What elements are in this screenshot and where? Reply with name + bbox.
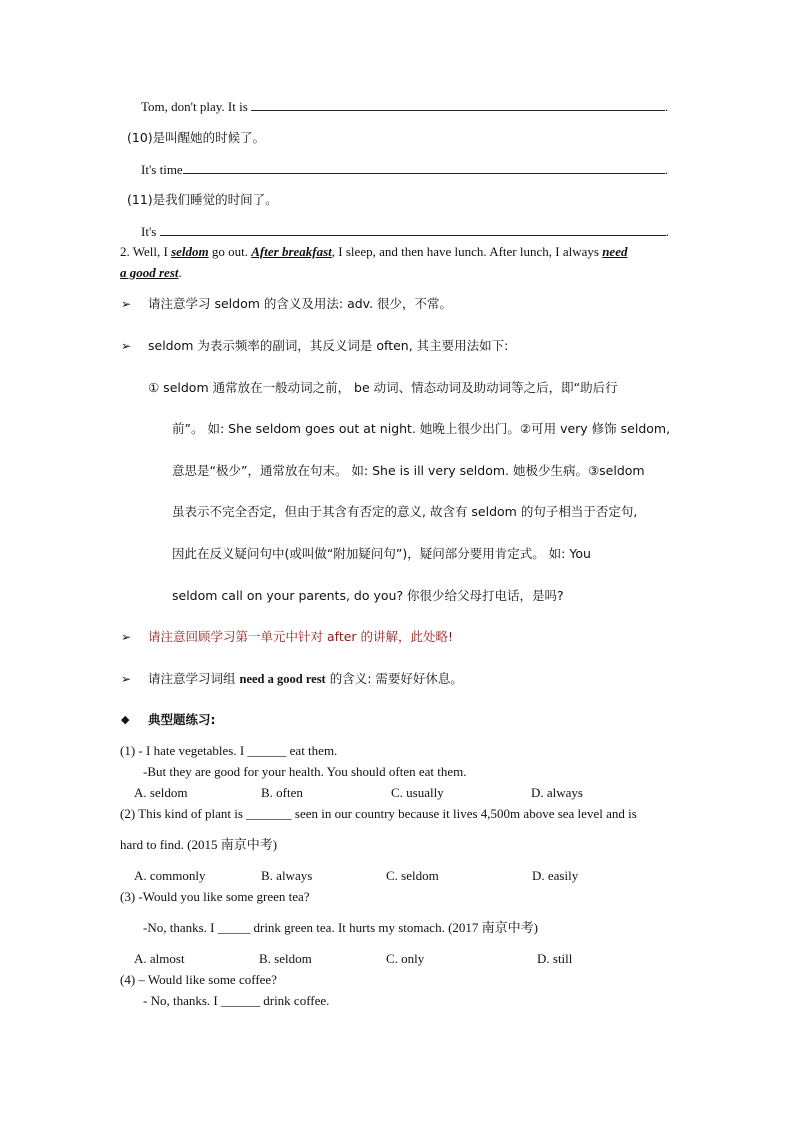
answer-blank[interactable] bbox=[251, 98, 665, 111]
diamond-bullet-icon: ◆ bbox=[121, 713, 130, 726]
item-11-chinese: (11)是我们睡觉的时间了。 bbox=[127, 192, 278, 207]
line-prefix: It's time bbox=[141, 162, 183, 177]
question-2-line2: hard to find. (2015 南京中考) bbox=[120, 837, 278, 852]
question-1: (1) - I hate vegetables. I ______ eat them. bbox=[120, 743, 338, 758]
key-word-seldom: seldom bbox=[171, 244, 209, 259]
key-phrase: need a good rest bbox=[239, 672, 326, 686]
period: . bbox=[665, 224, 669, 239]
question-3: (3) -Would you like some green tea? bbox=[120, 889, 310, 904]
sentence-text: , I sleep, and then have lunch. After lunch, I always bbox=[331, 244, 599, 259]
answer-blank[interactable] bbox=[160, 223, 666, 236]
line-prefix: Tom, don't play. It is bbox=[141, 99, 248, 114]
line-prefix: It's bbox=[141, 224, 157, 239]
key-word-need: need bbox=[602, 244, 628, 259]
q1-option-c[interactable]: C. usually bbox=[391, 785, 444, 800]
note-text: 的含义: 需要好好休息。 bbox=[325, 671, 463, 686]
question-1-reply: -But they are good for your health. You should often eat them. bbox=[143, 764, 467, 779]
usage-line: 虽表示不完全否定，但由于其含有否定的意义, 故含有 seldom 的句子相当于否定句, bbox=[172, 504, 638, 519]
arrow-bullet-icon: ➢ bbox=[121, 630, 132, 644]
arrow-bullet-icon: ➢ bbox=[121, 672, 132, 686]
usage-line: 前”。 如: She seldom goes out at night. 她晚上很少出门。②可用 very 修饰 seldom, bbox=[172, 421, 671, 436]
sentence-text: go out. bbox=[211, 244, 249, 259]
q1-option-b[interactable]: B. often bbox=[261, 785, 303, 800]
q1-option-d[interactable]: D. always bbox=[531, 785, 583, 800]
usage-line: 因此在反义疑问句中(或叫做“附加疑问句”)，疑问部分要用肯定式。 如: You bbox=[172, 546, 591, 561]
sentence-number: 2. Well, I bbox=[120, 244, 168, 259]
note-seldom-meaning: 请注意学习 seldom 的含义及用法: adv. 很少，不常。 bbox=[148, 296, 453, 311]
key-phrase-good-rest: a good rest bbox=[120, 265, 179, 280]
q3-option-c[interactable]: C. only bbox=[386, 951, 425, 966]
q2-option-d[interactable]: D. easily bbox=[532, 868, 579, 883]
usage-line: ① seldom 通常放在一般动词之前， be 动词、情态动词及助动词等之后，即“助后行 bbox=[148, 380, 618, 395]
q3-option-d[interactable]: D. still bbox=[537, 951, 573, 966]
note-seldom-usage: seldom 为表示频率的副词，其反义词是 often, 其主要用法如下: bbox=[148, 338, 509, 353]
exercise-line-11 bbox=[141, 223, 669, 240]
exercise-line-10 bbox=[141, 161, 668, 178]
q2-option-b[interactable]: B. always bbox=[261, 868, 313, 883]
usage-line: 意思是“极少”，通常放在句末。 如: She is ill very seldom. 她极少生病。③seldom bbox=[172, 463, 645, 478]
q2-option-c[interactable]: C. seldom bbox=[386, 868, 439, 883]
answer-blank[interactable] bbox=[183, 161, 665, 174]
sentence-2-line2 bbox=[120, 265, 182, 281]
q1-option-a[interactable]: A. seldom bbox=[134, 785, 188, 800]
period: . bbox=[665, 99, 669, 114]
arrow-bullet-icon: ➢ bbox=[121, 297, 132, 311]
q3-option-b[interactable]: B. seldom bbox=[259, 951, 312, 966]
question-4: (4) – Would like some coffee? bbox=[120, 972, 277, 987]
exercise-line-9 bbox=[141, 98, 668, 115]
key-phrase-after-breakfast: After breakfast bbox=[251, 244, 332, 259]
q3-option-a[interactable]: A. almost bbox=[134, 951, 185, 966]
item-10-chinese: (10)是叫醒她的时候了。 bbox=[127, 130, 266, 145]
q2-option-a[interactable]: A. commonly bbox=[134, 868, 206, 883]
arrow-bullet-icon: ➢ bbox=[121, 339, 132, 353]
question-3-reply: -No, thanks. I _____ drink green tea. It hurts my stomach. (2017 南京中考) bbox=[143, 920, 538, 935]
usage-line: seldom call on your parents, do you? 你很少给父母打电话，是吗? bbox=[172, 588, 564, 603]
note-text: 请注意学习词组 bbox=[148, 671, 236, 686]
note-after-review: 请注意回顾学习第一单元中针对 after 的讲解，此处略! bbox=[148, 629, 454, 644]
question-2: (2) This kind of plant is _______ seen in our country because it lives 4,500m above sea level and is bbox=[120, 806, 637, 821]
question-4-reply: - No, thanks. I ______ drink coffee. bbox=[143, 993, 330, 1008]
practice-heading: 典型题练习: bbox=[148, 712, 216, 727]
sentence-2-line1 bbox=[120, 244, 627, 260]
period: . bbox=[664, 162, 668, 177]
note-good-rest bbox=[148, 671, 463, 687]
period: . bbox=[178, 265, 182, 280]
